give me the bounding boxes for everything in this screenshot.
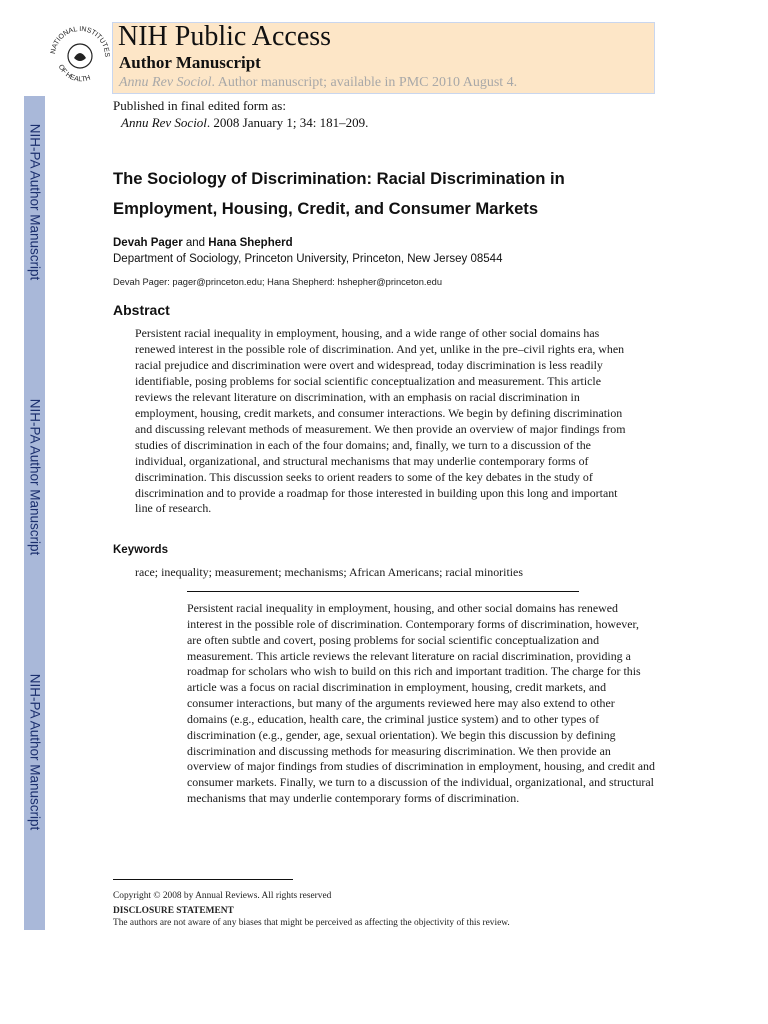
copyright-note: Copyright © 2008 by Annual Reviews. All rights reserved [113,891,332,901]
author-2: Hana Shepherd [208,237,293,249]
sidebar-label-3: NIH-PA Author Manuscript [27,673,43,831]
disclosure-text: The authors are not aware of any biases that might be perceived as affecting the objectivity of this review. [113,918,510,928]
keywords-text: race; inequality; measurement; mechanisms; African Americans; racial minorities [135,565,523,579]
author-line [113,237,293,249]
sidebar-label-2: NIH-PA Author Manuscript [27,398,43,556]
intro-paragraph: Persistent racial inequality in employment, housing, and other social domains has renewed interest in the possible role of discrimination. Contemporary forms of discrimination, however, are often subtle and covert, posing problems for social scientific conceptualization and measurement. This article reviews the relevant literature on racial discrimination, providing a roadmap for scholars who wish to build on this rich and important tradition. The charge for this article was a focus on racial discrimination in employment, housing, credit markets, and consumer interactions, but many of the arguments reviewed here may also extend to other domains (e.g., education, health care, the criminal justice system) and to other types of discrimination (e.g., gender, age, sexual orientation). We begin this discussion by defining discrimination and discussing methods for measuring discrimination. We then provide an overview of major findings from studies of discrimination in employment, housing, and credit and consumer markets. Finally, we turn to a discussion of the individual, organizational, and structural mechanisms that may underlie contemporary forms of discrimination. [187,601,655,806]
author-emails: Devah Pager: pager@princeton.edu; Hana Shepherd: hshepher@princeton.edu [113,277,442,287]
section-divider [187,591,579,592]
sidebar-label-1: NIH-PA Author Manuscript [27,123,43,281]
availability-journal: Annu Rev Sociol [119,75,212,90]
page-title: NIH Public Access [118,21,332,52]
abstract-text: Persistent racial inequality in employment, housing, and a wide range of other social domains has renewed interest in the possible role of discrimination. And yet, unlike in the pre–civil rights era, when racial prejudice and discrimination were overt and widespread, today discrimination is less readily identifiable, posing problems for social scientific conceptualization and measurement. This article reviews the relevant literature on discrimination, with an emphasis on racial discrimination in employment, housing, credit markets, and consumer interactions. We begin by defining discrimination and discussing relevant methods of measurement. We then provide an overview of major findings from studies of discrimination in each of the four domains; and, finally, we turn to a discussion of the individual, organizational, and structural mechanisms that may underlie contemporary forms of discrimination. This discussion seeks to orient readers to some of the key debates in the study of discrimination and to provide a roadmap for those interested in building upon this long and important line of research. [135,326,626,516]
published-citation [121,115,368,131]
citation-journal: Annu Rev Sociol [121,115,207,130]
abstract-heading: Abstract [113,302,170,318]
keywords-heading: Keywords [113,544,168,556]
citation-details: . 2008 January 1; 34: 181–209. [206,115,369,130]
svg-text:NATIONAL INSTITUTES [50,26,110,58]
article-title: The Sociology of Discrimination: Racial Discrimination in Employment, Housing, Credit, and Consumer Markets [113,169,565,218]
disclosure-heading: DISCLOSURE STATEMENT [113,906,234,916]
availability-line [119,75,517,91]
manuscript-label: Author Manuscript [119,53,261,72]
availability-text: . Author manuscript; available in PMC 2010 August 4. [211,75,518,90]
footnote-rule [113,879,293,880]
logo-lower-text: OF HEALTH [56,63,92,84]
author-join: and [182,237,209,249]
author-1: Devah Pager [113,237,183,249]
published-label: Published in final edited form as: [113,98,286,113]
affiliation: Department of Sociology, Princeton University, Princeton, New Jersey 08544 [113,253,503,265]
nih-logo-icon [44,18,116,90]
logo-upper-text: NATIONAL INSTITUTES [50,25,111,58]
